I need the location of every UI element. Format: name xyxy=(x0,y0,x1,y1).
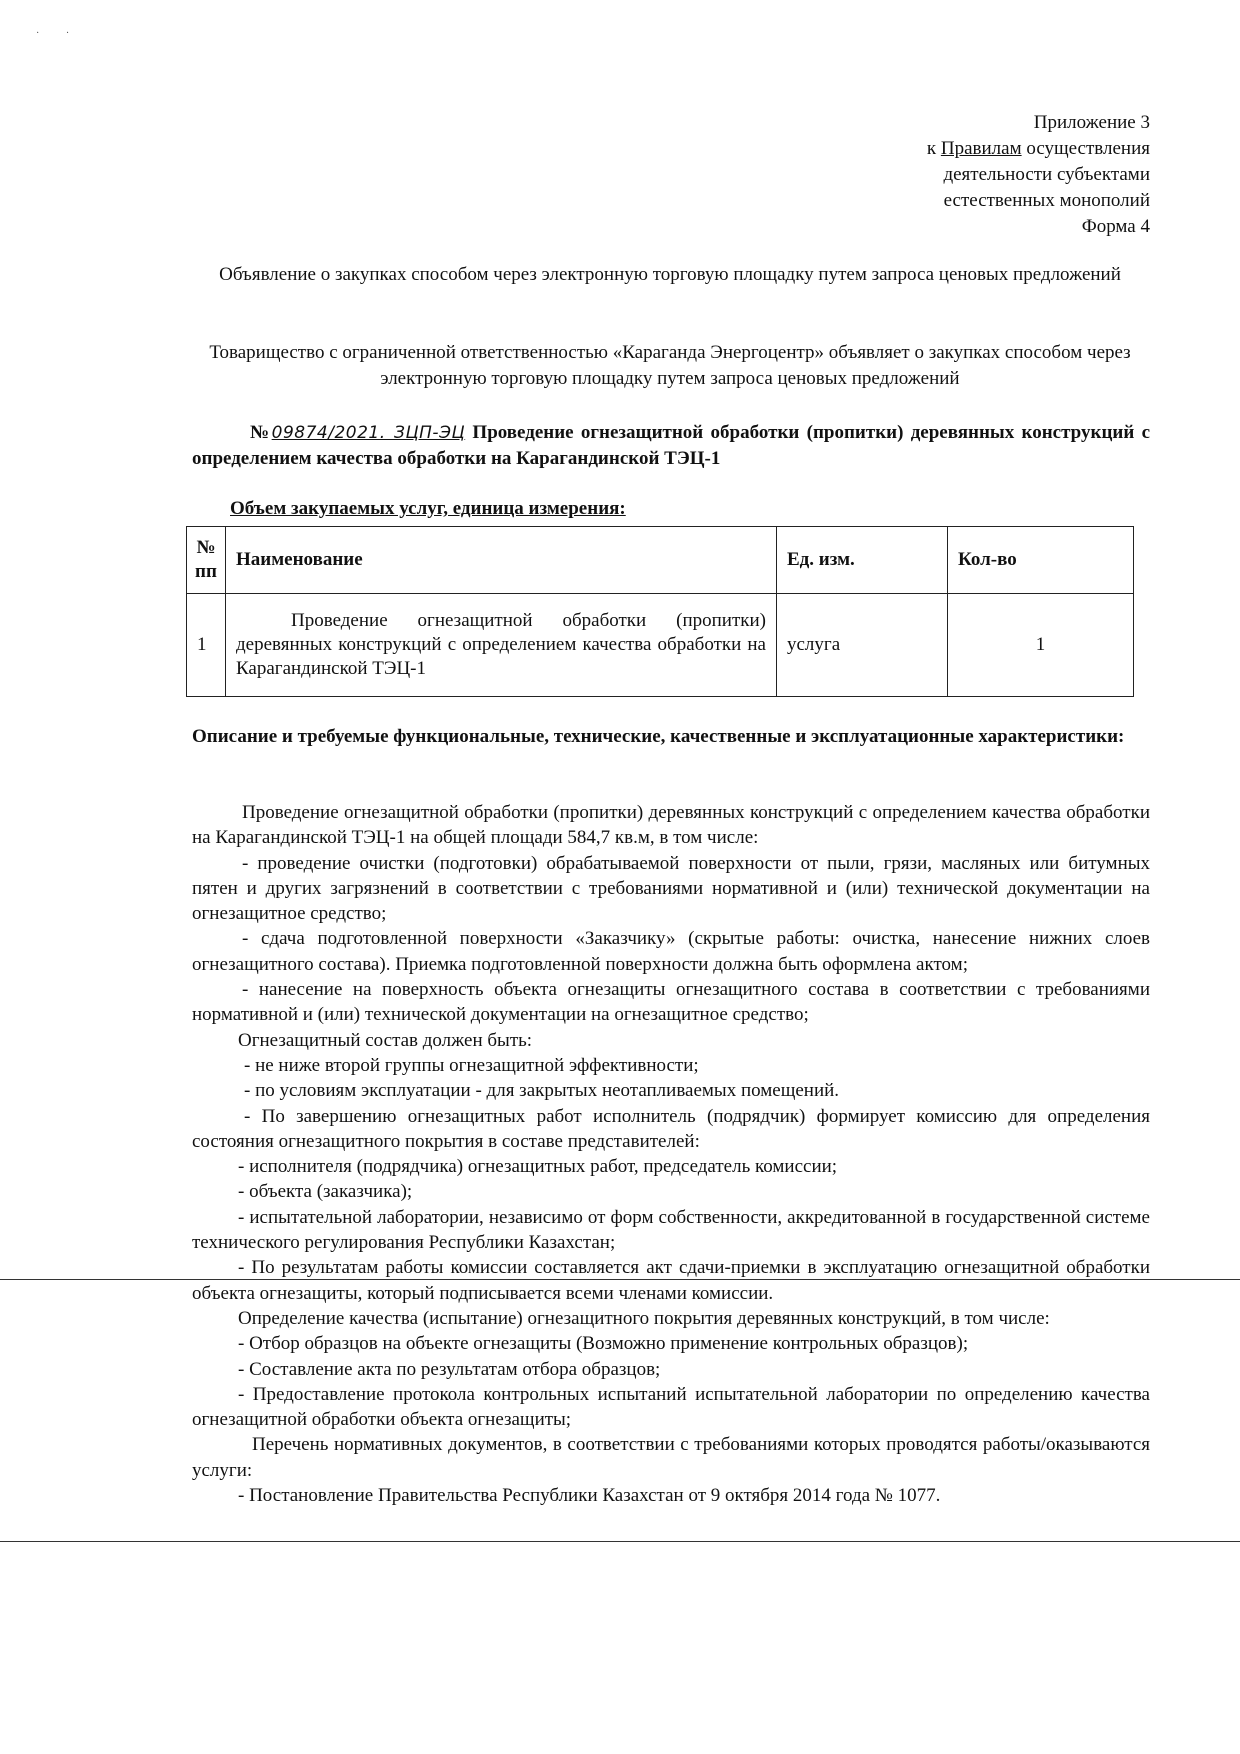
header-unit: Ед. изм. xyxy=(777,527,948,594)
paragraph: Перечень нормативных документов, в соответствии с требованиями которых проводятся работы/оказываются услуги: xyxy=(192,1434,1150,1481)
paragraph: - Отбор образцов на объекте огнезащиты (Возможно применение контрольных образцов); xyxy=(238,1333,969,1355)
header-name: Наименование xyxy=(226,527,777,594)
lot-title xyxy=(192,420,1150,472)
scan-artifact-dots: · · xyxy=(36,28,82,39)
paragraph: Огнезащитный состав должен быть: xyxy=(238,1029,533,1051)
paragraph: - По результатам работы комиссии составляется акт сдачи-приемки в эксплуатацию огнезащитной обработки объекта огнезащиты, который подписывается всеми членами комиссии. xyxy=(192,1257,1150,1304)
paragraph: - сдача подготовленной поверхности «Заказчику» (скрытые работы: очистка, нанесение нижних слоев огнезащитного состава). Приемка подготовленной поверхности должна быть оформлена актом; xyxy=(192,928,1150,975)
lot-number-handwritten: 09874/2021. ЗЦП-ЭЦ xyxy=(271,423,466,443)
section-title: Описание и требуемые функциональные, технические, качественные и эксплуатационные характеристики: xyxy=(192,726,1125,747)
cell-qty: 1 xyxy=(948,594,1134,697)
announcement-organization: Товарищество с ограниченной ответственностью «Караганда Энергоцентр» объявляет о закупках способом через электронную торговую площадку путем запроса ценовых предложений xyxy=(209,342,1131,389)
announcement-title: Объявление о закупках способом через электронную торговую площадку путем запроса ценовых предложений xyxy=(219,264,1121,285)
cell-unit: услуга xyxy=(777,594,948,697)
paragraph: - испытательной лаборатории, независимо от форм собственности, аккредитованной в государственной системе технического регулирования Республики Казахстан; xyxy=(192,1206,1150,1254)
services-table xyxy=(186,526,1134,697)
appendix-rules-line xyxy=(730,136,1150,162)
table-row xyxy=(187,594,1134,697)
appendix-rules-suffix: осуществления xyxy=(1021,138,1150,159)
paragraph: - объекта (заказчика); xyxy=(238,1181,413,1203)
appendix-line-4: естественных монополий xyxy=(943,190,1150,211)
paragraph: - по условиям эксплуатации - для закрытых неотапливаемых помещений. xyxy=(244,1080,840,1102)
appendix-header xyxy=(730,110,1150,240)
cell-name: Проведение огнезащитной обработки (пропитки) деревянных конструкций с определением качества обработки на Карагандинской ТЭЦ-1 xyxy=(226,594,777,697)
paragraph: Определение качества (испытание) огнезащитного покрытия деревянных конструкций, в том числе: xyxy=(238,1307,1050,1329)
paragraph: Проведение огнезащитной обработки (пропитки) деревянных конструкций с определением качества обработки на Карагандинской ТЭЦ-1 на общей площади 584,7 кв.м, в том числе: xyxy=(192,802,1150,849)
scan-artifact-line xyxy=(0,1541,1240,1542)
cell-num: 1 xyxy=(187,594,226,697)
appendix-rules-prefix: к xyxy=(926,138,941,159)
lot-title-text: Проведение огнезащитной обработки (пропитки) деревянных конструкций с определением качества обработки на Карагандинской ТЭЦ-1 xyxy=(192,422,1151,469)
table-header-row xyxy=(187,527,1134,594)
lot-number-prefix: № xyxy=(250,422,272,443)
paragraph: - исполнителя (подрядчика) огнезащитных работ, председатель комиссии; xyxy=(238,1156,838,1178)
header-num: № пп xyxy=(187,527,226,594)
paragraph: - Предоставление протокола контрольных испытаний испытательной лаборатории по определению качества огнезащитной обработки объекта огнезащиты; xyxy=(192,1383,1150,1431)
appendix-line-3: деятельности субъектами xyxy=(943,164,1150,185)
scan-artifact-line xyxy=(0,1279,1240,1280)
paragraph: - Постановление Правительства Республики Казахстан от 9 октября 2014 года № 1077. xyxy=(238,1485,941,1507)
paragraph: - не ниже второй группы огнезащитной эффективности; xyxy=(244,1054,699,1076)
description-body xyxy=(192,800,1150,1508)
header-qty: Кол-во xyxy=(948,527,1134,594)
rules-link[interactable]: Правилам xyxy=(940,138,1022,159)
paragraph: - проведение очистки (подготовки) обрабатываемой поверхности от пыли, грязи, масляных или битумных пятен и других загрязнений в соответствии с требованиями нормативной и (или) технической документации на огнезащитное средство; xyxy=(192,852,1150,925)
volume-title: Объем закупаемых услуг, единица измерения: xyxy=(230,498,626,519)
paragraph: - нанесение на поверхность объекта огнезащиты огнезащитного состава в соответствии с требованиями нормативной и (или) технической документации на огнезащитное средство; xyxy=(192,979,1150,1026)
paragraph: - Составление акта по результатам отбора образцов; xyxy=(238,1358,661,1380)
appendix-number: Приложение 3 xyxy=(1033,112,1150,133)
form-number: Форма 4 xyxy=(1081,216,1150,237)
paragraph: - По завершению огнезащитных работ исполнитель (подрядчик) формирует комиссию для определения состояния огнезащитного покрытия в составе представителей: xyxy=(192,1105,1150,1152)
